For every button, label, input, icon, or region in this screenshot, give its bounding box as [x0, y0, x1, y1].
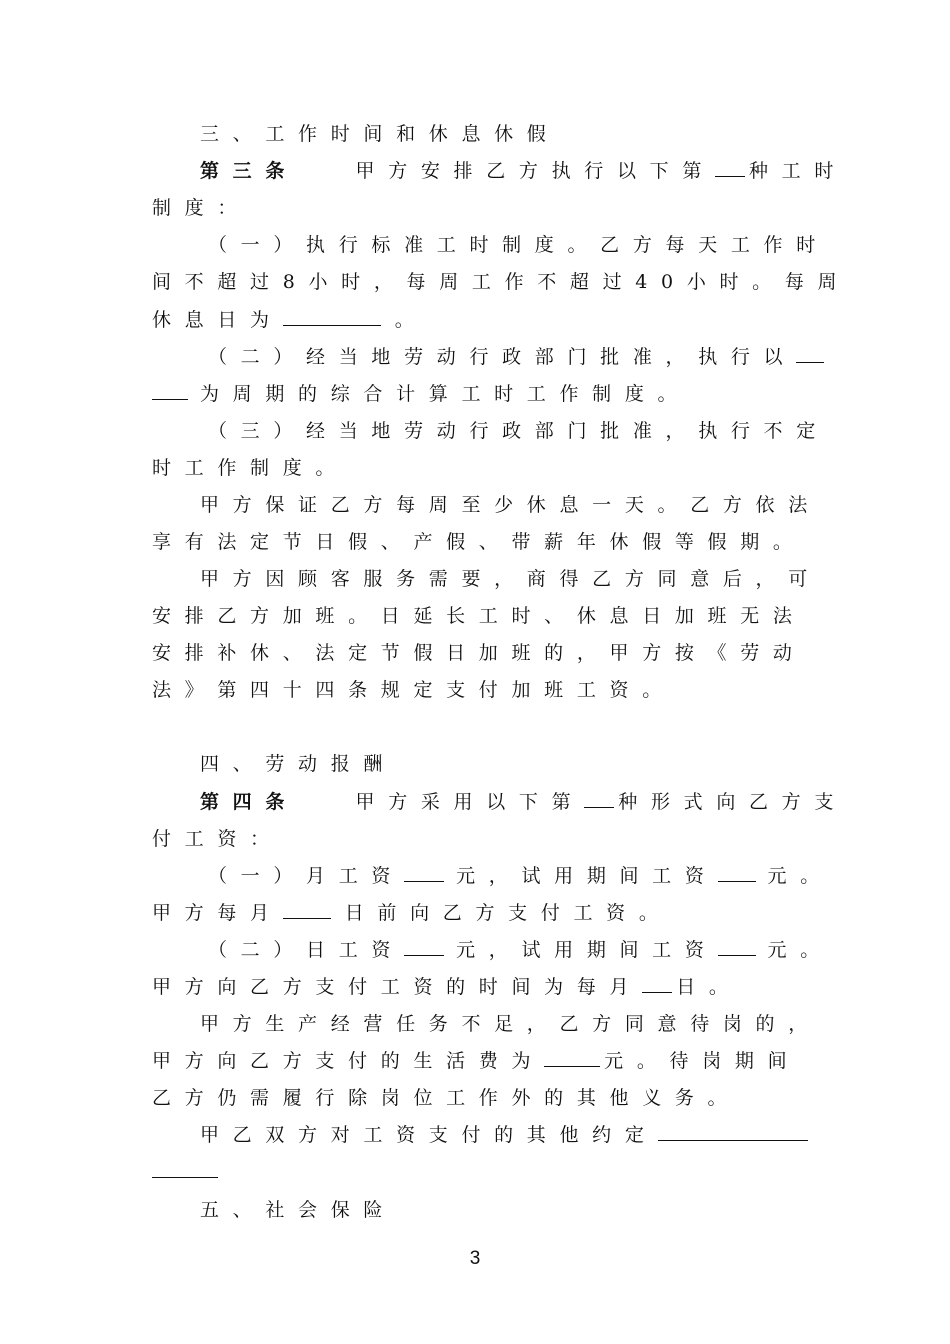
- text-line: [152, 975, 742, 999]
- text-span: 元。待岗期间: [604, 1050, 801, 1072]
- text-span: 元，试用期间工资: [456, 939, 718, 961]
- text-line: [152, 308, 427, 332]
- blank-line: [404, 867, 444, 882]
- text-line: 安排补休、法定节假日加班的，甲方按《劳动: [152, 642, 806, 664]
- text-line: [208, 938, 833, 962]
- blank-line: [718, 867, 756, 882]
- text-span: 甲乙双方对工资支付的其他约定: [200, 1124, 658, 1146]
- text-line: [152, 1160, 218, 1184]
- article-line: [200, 159, 847, 183]
- text-span: 日前向乙方支付工资。: [344, 902, 672, 924]
- text-span: 休息日为: [152, 309, 283, 331]
- text-line: 时工作制度。: [152, 457, 349, 479]
- section-heading: 四、劳动报酬: [200, 753, 397, 775]
- text-span: 元。: [767, 939, 833, 961]
- text-line: 安排乙方加班。日延长工时、休息日加班无法: [152, 605, 806, 627]
- page-number: 3: [469, 1248, 481, 1269]
- text-line: 享有法定节日假、产假、带薪年休假等假期。: [152, 531, 806, 553]
- article-text: 种形式向乙方支: [618, 791, 848, 813]
- text-line: 甲方因顾客服务需要，商得乙方同意后，可: [200, 568, 821, 590]
- text-span: （一）月工资: [208, 865, 405, 887]
- text-line: 乙方仍需履行除岗位工作外的其他义务。: [152, 1087, 741, 1109]
- text-span: 元，试用期间工资: [456, 865, 718, 887]
- article-text: 种工时: [749, 160, 848, 182]
- text-line: [152, 1049, 800, 1073]
- text-line: [208, 345, 824, 369]
- blank-line: [718, 941, 756, 956]
- text-span: 甲方向乙方支付工资的时间为每月: [152, 976, 643, 998]
- text-line: 甲方保证乙方每周至少休息一天。乙方依法: [200, 494, 821, 516]
- text-span: 元。: [767, 865, 833, 887]
- section-heading: 三、工作时间和休息休假: [200, 123, 560, 145]
- text-span: 甲方向乙方支付的生活费为: [152, 1050, 545, 1072]
- blank-line: [283, 311, 381, 326]
- article-line: [200, 790, 847, 814]
- blank-line: [584, 793, 614, 808]
- text-line: [152, 901, 672, 925]
- article-text: 甲方采用以下第: [355, 791, 585, 813]
- article-text: 甲方安排乙方执行以下第: [355, 160, 715, 182]
- article-label: 第四条: [200, 791, 299, 813]
- blank-line: [404, 941, 444, 956]
- blank-line: [715, 162, 745, 177]
- blank-line: [544, 1052, 600, 1067]
- text-span: 甲方每月: [152, 902, 283, 924]
- text-span: 日。: [676, 976, 742, 998]
- text-line: 法》第四十四条规定支付加班工资。: [152, 679, 675, 701]
- text-span: （二）日工资: [208, 939, 405, 961]
- article-label: 第三条: [200, 160, 299, 182]
- text-line: [208, 864, 833, 888]
- blank-line: [658, 1126, 808, 1141]
- text-span: 。: [394, 309, 428, 331]
- blank-line: [152, 385, 188, 400]
- text-line: 间不超过8小时，每周工作不超过40小时。每周: [152, 271, 851, 293]
- blank-line: [152, 1163, 218, 1178]
- text-span: 为周期的综合计算工时工作制度。: [200, 383, 691, 405]
- text-line: （三）经当地劳动行政部门批准，执行不定: [208, 420, 829, 442]
- text-line: 制度：: [152, 197, 251, 219]
- text-span: （二）经当地劳动行政部门批准，执行以: [208, 346, 797, 368]
- blank-line: [796, 348, 824, 363]
- text-line: [200, 1123, 808, 1147]
- blank-line: [642, 978, 672, 993]
- text-line: 付工资：: [152, 828, 283, 850]
- blank-line: [283, 904, 331, 919]
- text-line: 甲方生产经营任务不足，乙方同意待岗的，: [200, 1013, 821, 1035]
- section-heading: 五、社会保险: [200, 1199, 397, 1221]
- text-line: （一）执行标准工时制度。乙方每天工作时: [208, 234, 829, 256]
- text-line: [152, 382, 690, 406]
